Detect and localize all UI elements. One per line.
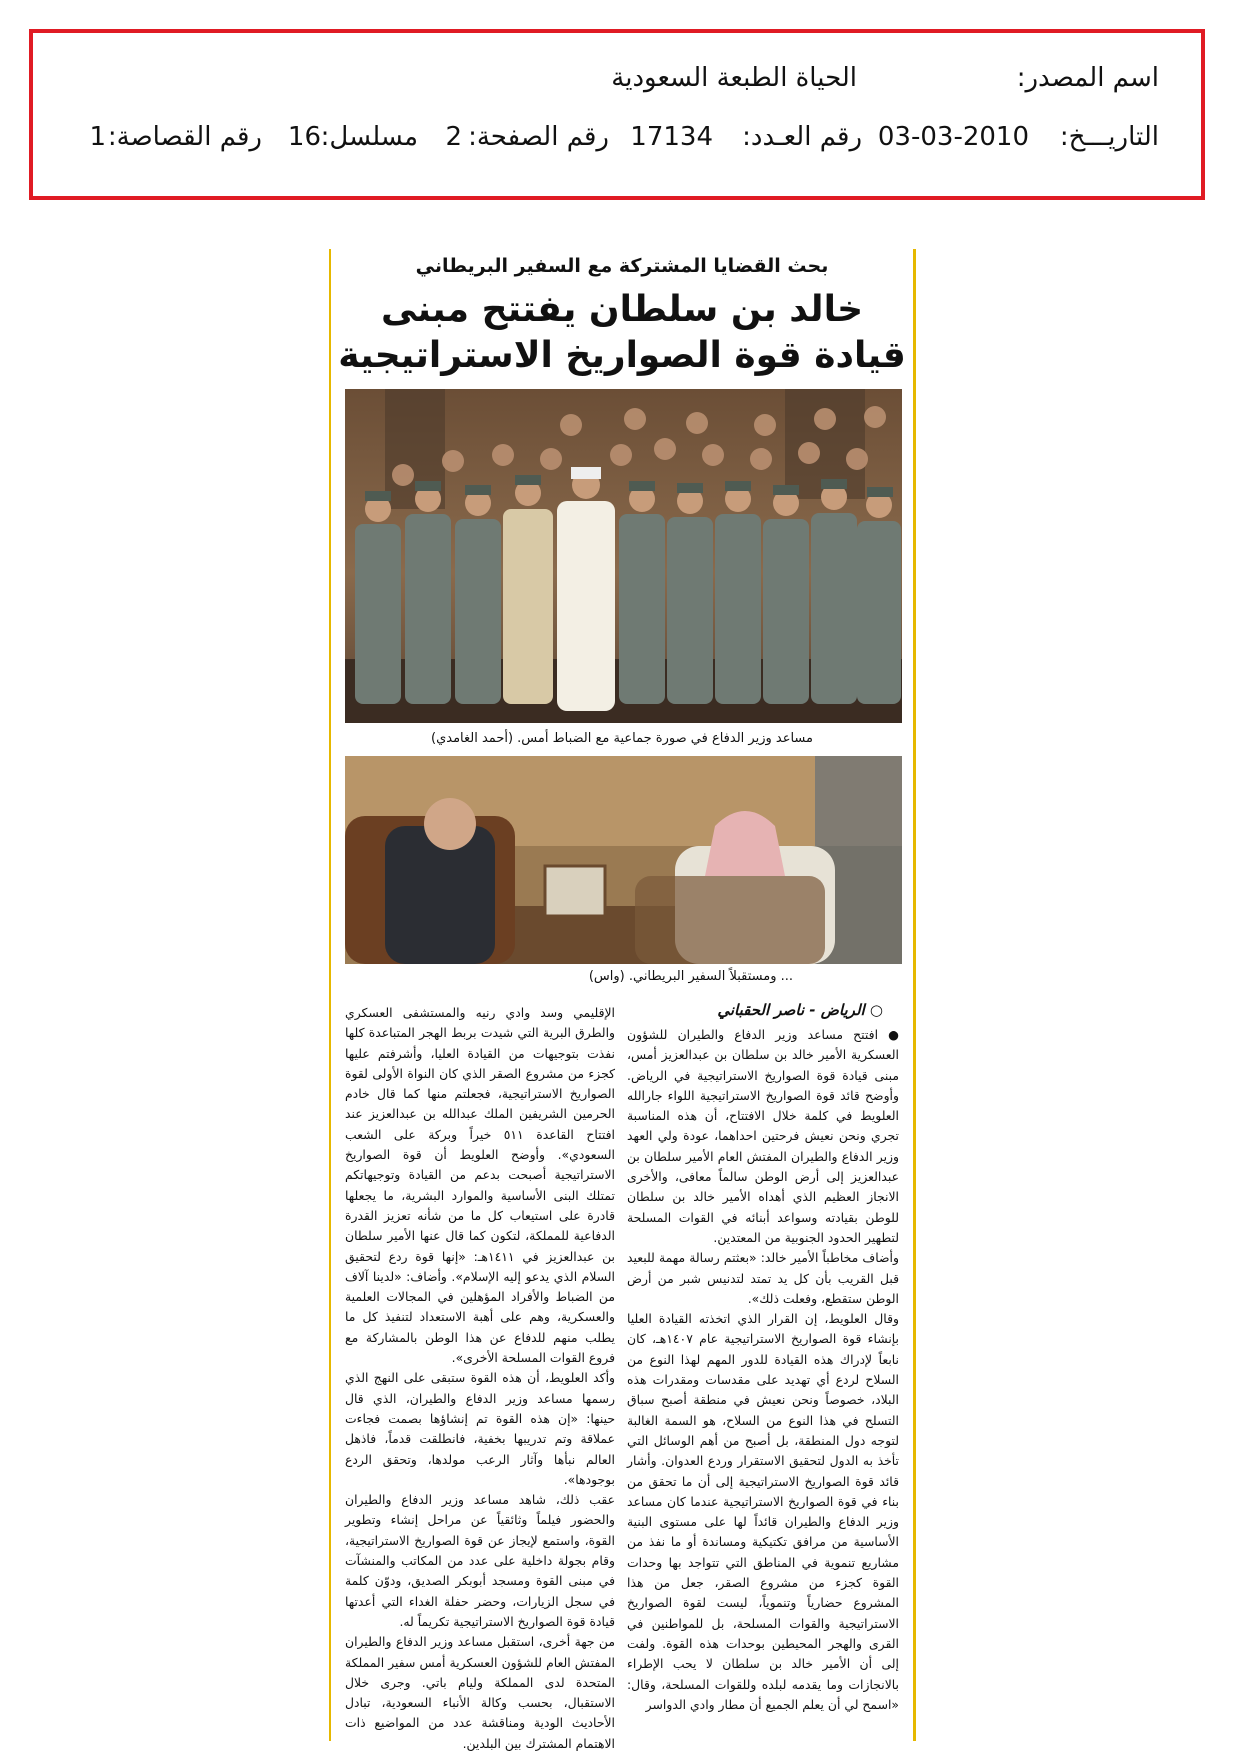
serial-label: مسلسل:	[320, 122, 418, 152]
headline-line-1: خالد بن سلطان يفتتح مبنى	[380, 289, 864, 330]
paragraph: وأكد العلويط، أن هذه القوة ستبقى على النهج الذي رسمها مساعد وزير الدفاع والطيران، الذي قال حينها: «إن هذه القوة تم إنشاؤها بصمت فجاءت عملاقة وتم تدريبها بخفية، فانطلقت قدماً، فاذهل العالم نبأها وآثار الرعب مولدها، وتحقق الردع بوجودها».	[345, 1370, 615, 1487]
date-label: التاريـــخ:	[1059, 122, 1159, 152]
paragraph: ● افتتح مساعد وزير الدفاع والطيران للشؤون العسكرية الأمير خالد بن سلطان بن عبدالعزيز أمس، مبنى قيادة قوة الصواريخ الاستراتيجية في الرياض. وأوضح قائد قوة الصواريخ الاستراتيجية اللواء جارالله العلويط في كلمة خلال الافتتاح، أن هذه المناسبة تجري ونحن نعيش فرحتين احداهما، عودة ولي العهد وزير الدفاع والطيران المفتش العام الأمير سلطان بن عبدالعزيز إلى أرض الوطن سالماً معافى، والأخرى الانجاز العظيم الذي أهداه الأمير خالد بن سلطان للوطن بقيادته وسواعد أبنائه في القوات المسلحة لتطهير الحدود الجنوبية من المعتدين.	[627, 1027, 899, 1245]
byline: ○ الرياض - ناصر الحقباني	[717, 1001, 883, 1019]
paragraph: الإقليمي وسد وادي رنيه والمستشفى العسكري والطرق البرية التي شيدت بربط الهجر المتباعدة كلها نفذت بتوجيهات من القيادة العليا، وأشرفتم عليها كجزء من مشروع الصقر الذي كان النواة الأولى لقوة الصواريخ الاستراتيجية، فجعلتم منها كما قال خادم الحرمين الشريفين الملك عبدالله بن عبدالعزيز عند افتتاح القاعدة ٥١١ خيراً وبركة على الشعب السعودي». وأوضح العلويط أن قوة الصواريخ الاستراتيجية أصبحت بدعم من القيادة وتوجيهاتكم تمتلك البنى الأساسية والموارد البشرية، ما يجعلها قادرة على استيعاب كل ما من شأنه تعزيز القدرة الدفاعية للمملكة، لتكون كما قال عنها الأمير سلطان بن عبدالعزيز في ١٤١١هـ: «إنها قوة ردع لتحقيق السلام الذي يدعو إليه الإسلام». وأضاف: «لدينا آلاف من الضباط والأفراد المؤهلين في المجالات العلمية والعسكرية، وهم على أهبة الاستعداد لتنفيذ كل ما يطلب منهم للدفاع عن هذا الوطن بالمشاركة مع فروع القوات المسلحة الأخرى».	[345, 1005, 615, 1366]
issue-label: رقم العـدد:	[742, 122, 862, 152]
clipping-info-box	[29, 29, 1205, 200]
date-value: 03-03-2010	[877, 122, 1029, 152]
article-kicker: بحث القضايا المشتركة مع السفير البريطاني	[415, 255, 829, 277]
article-column-right	[627, 1025, 899, 1715]
headline-line-2: قيادة قوة الصواريخ الاستراتيجية	[338, 335, 906, 376]
photo2-caption: ... ومستقبلاً السفير البريطاني. (واس)	[588, 969, 793, 984]
meeting-photo	[345, 756, 902, 964]
clip-value: 1	[89, 122, 106, 152]
page-value: 2	[445, 122, 462, 152]
paragraph: عقب ذلك، شاهد مساعد وزير الدفاع والطيران والحضور فيلماً وثائقياً عن مراحل إنشاء وتطوير القوة، واستمع لإيجاز عن قوة الصواريخ الاستراتيجية، وقام بجولة داخلية على عدد من المكاتب والمنشآت في مبنى القوة ومسجد أبوبكر الصديق، ودوّن كلمة في سجل الزيارات، وحضر حفلة الغداء التي أعدتها قيادة قوة الصواريخ الاستراتيجية تكريماً له.	[345, 1492, 615, 1629]
photo1-caption: مساعد وزير الدفاع في صورة جماعية مع الضباط أمس. (أحمد الغامدي)	[431, 731, 813, 746]
group-photo	[345, 389, 902, 723]
article-clipping	[329, 249, 916, 1751]
paragraph: وأضاف مخاطباً الأمير خالد: «بعثتم رسالة مهمة للبعيد قبل القريب بأن كل يد تمتد لتدنيس شبر من أرض الوطن ستقطع، وفعلت ذلك».	[627, 1250, 899, 1306]
source-value: الحياة الطبعة السعودية	[611, 63, 857, 93]
serial-value: 16	[287, 122, 321, 152]
page-label: رقم الصفحة:	[468, 122, 609, 152]
clip-label: رقم القصاصة:	[107, 122, 262, 152]
source-label: اسم المصدر:	[1016, 63, 1159, 93]
paragraph: من جهة أخرى، استقبل مساعد وزير الدفاع والطيران المفتش العام للشؤون العسكرية أمس سفير المملكة المتحدة لدى المملكة وليام باتي. وجرى خلال الاستقبال، بحسب وكالة الأنباء السعودية، تبادل الأحاديث الودية ومناقشة عدد من المواضيع ذات الاهتمام المشترك بين البلدين.	[345, 1634, 615, 1751]
article-column-left	[345, 1003, 615, 1754]
issue-value: 17134	[630, 122, 713, 152]
paragraph: وقال العلويط، إن القرار الذي اتخذته القيادة العليا بإنشاء قوة الصواريخ الاستراتيجية عام ١٤٠٧هـ، كان نابعاً لإدراك هذه القيادة للدور المهم لهذا النوع من السلاح لردع أي تهديد على مقدسات ومقدرات هذه البلاد، خصوصاً ونحن نعيش في منطقة أصبح سباق التسلح في هذا النوع من السلاح، هو السمة الغالبة لتوجه دول المنطقة، بل أصبح من أهم الوسائل التي تأخذ به الدول لتحقيق الاستقرار وردع العدوان. وأشار قائد قوة الصواريخ الاستراتيجية إلى أن ما تحقق من بناء في قوة الصواريخ الاستراتيجية عندما كان مساعد وزير الدفاع والطيران قائداً لها على مستوى البنية الأساسية من مرافق تكتيكية ومساندة أو ما نفذ من مشاريع تنموية في المناطق التي تتواجد بها وحدات القوة كجزء من مشروع الصقر، جعل من هذا المشروع حضارياً وتنموياً، ليست لقوة الصواريخ الاستراتيجية والقوات المسلحة، بل للمواطنين في القرى والهجر المحيطين بوحدات هذه القوة. ولفت إلى أن الأمير خالد بن سلطان لا يحب الإطراء بالانجازات وما يقدمه لبلده وللقوات المسلحة، وقال: «اسمح لي أن يعلم الجميع أن مطار وادي الدواسر	[627, 1311, 899, 1712]
